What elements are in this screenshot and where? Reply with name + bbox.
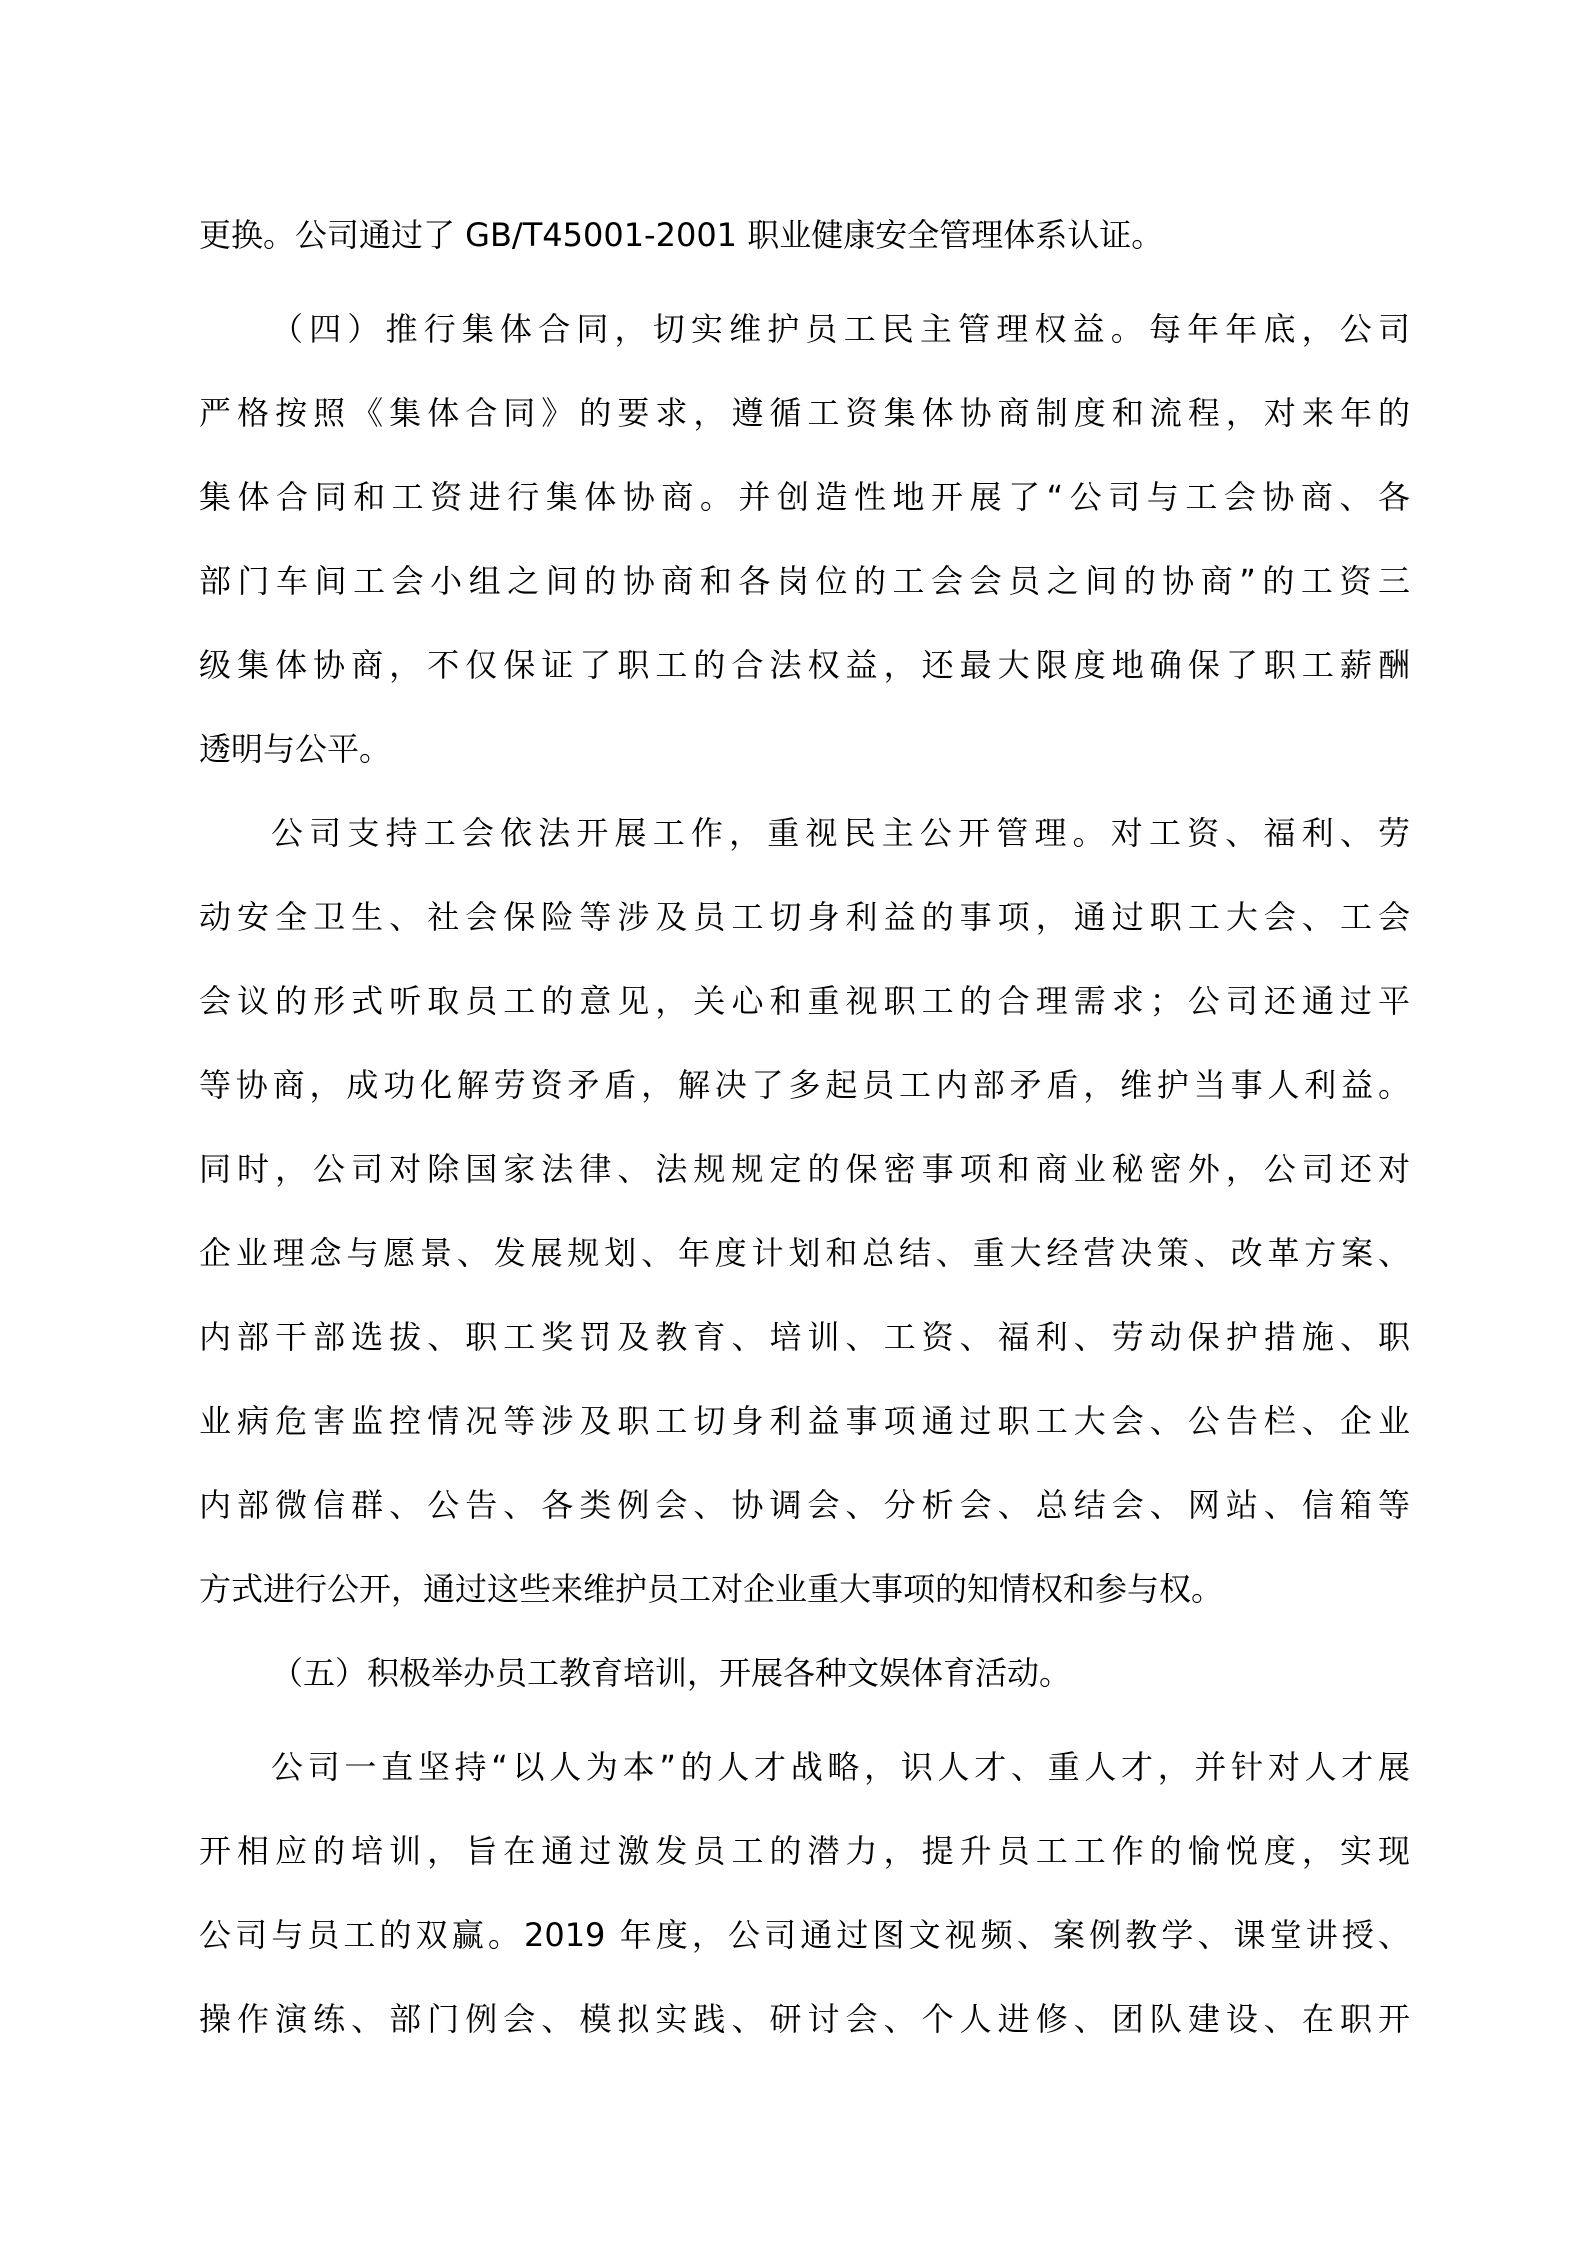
paragraph-heading-four: （四）推行集体合同，切实维护员工民主管理权益。每年年底，公司 xyxy=(271,310,1410,348)
text-line: 开相应的培训，旨在通过激发员工的潜力，提升员工工作的愉悦度，实现 xyxy=(199,1832,1410,1870)
paragraph-start: 公司支持工会依法开展工作，重视民主公开管理。对工资、福利、劳 xyxy=(271,814,1410,852)
text-line: 方式进行公开，通过这些来维护员工对企业重大事项的知情权和参与权。 xyxy=(199,1570,1224,1608)
text-line: 操作演练、部门例会、模拟实践、研讨会、个人进修、团队建设、在职开 xyxy=(199,2000,1410,2038)
text-line: 透明与公平。 xyxy=(199,730,392,768)
text-line: 同时，公司对除国家法律、法规规定的保密事项和商业秘密外，公司还对 xyxy=(199,1150,1410,1188)
text-line: 等协商，成功化解劳资矛盾，解决了多起员工内部矛盾，维护当事人利益。 xyxy=(199,1066,1410,1104)
text-line: 业病危害监控情况等涉及职工切身利益事项通过职工大会、公告栏、企业 xyxy=(199,1402,1410,1440)
text-line: 部门车间工会小组之间的协商和各岗位的工会会员之间的协商”的工资三 xyxy=(199,562,1410,600)
text-line: 企业理念与愿景、发展规划、年度计划和总结、重大经营决策、改革方案、 xyxy=(199,1234,1410,1272)
text-line: 会议的形式听取员工的意见，关心和重视职工的合理需求；公司还通过平 xyxy=(199,982,1410,1020)
paragraph-start: 公司一直坚持“以人为本”的人才战略，识人才、重人才，并针对人才展 xyxy=(271,1748,1410,1786)
text-line: 动安全卫生、社会保险等涉及员工切身利益的事项，通过职工大会、工会 xyxy=(199,898,1410,936)
text-line: 公司与员工的双赢。2019 年度，公司通过图文视频、案例教学、课堂讲授、 xyxy=(199,1916,1410,1954)
text-line: 内部干部选拔、职工奖罚及教育、培训、工资、福利、劳动保护措施、职 xyxy=(199,1318,1410,1356)
text-line: 集体合同和工资进行集体协商。并创造性地开展了“公司与工会协商、各 xyxy=(199,478,1410,516)
text-line: 内部微信群、公告、各类例会、协调会、分析会、总结会、网站、信箱等 xyxy=(199,1486,1410,1524)
text-line: 严格按照《集体合同》的要求，遵循工资集体协商制度和流程，对来年的 xyxy=(199,394,1410,432)
text-line: 更换。公司通过了 GB/T45001-2001 职业健康安全管理体系认证。 xyxy=(199,216,1164,254)
text-line: 级集体协商，不仅保证了职工的合法权益，还最大限度地确保了职工薪酬 xyxy=(199,646,1410,684)
paragraph-heading-five: （五）积极举办员工教育培训，开展各种文娱体育活动。 xyxy=(271,1654,1072,1692)
